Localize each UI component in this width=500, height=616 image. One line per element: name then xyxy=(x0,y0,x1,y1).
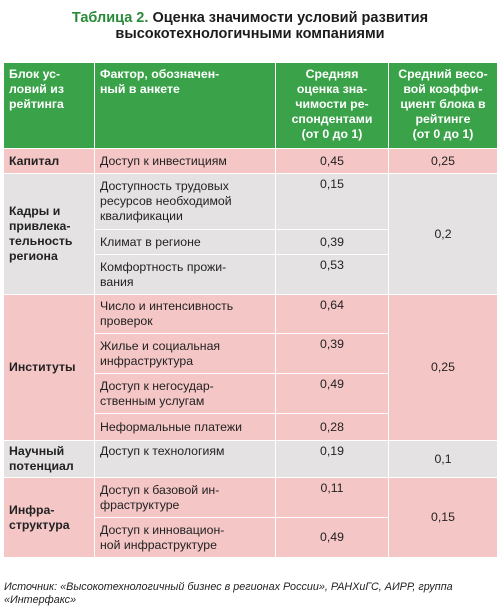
score-cell: 0,39 xyxy=(276,334,389,374)
header-weight: Средний весо- вой коэффи- циент блока в рейтинге (от 0 до 1) xyxy=(389,63,498,149)
factor-cell: Доступ к инновацион- ной инфраструктуре xyxy=(95,518,276,558)
score-cell: 0,19 xyxy=(276,441,389,478)
weight-cell: 0,1 xyxy=(389,441,498,478)
weight-cell: 0,15 xyxy=(389,478,498,558)
factor-cell: Неформальные платежи xyxy=(95,414,276,441)
source-note: Источник: «Высокотехнологичный бизнес в регионах России», РАНХиГС, АИРР, группа «Интерфакс» xyxy=(4,581,453,606)
score-cell: 0,11 xyxy=(276,478,389,518)
score-cell: 0,49 xyxy=(276,374,389,414)
weight-cell: 0,25 xyxy=(389,149,498,174)
weight-cell: 0,2 xyxy=(389,174,498,295)
header-score: Средняя оценка зна- чимости ре- спондентами (от 0 до 1) xyxy=(276,63,389,149)
header-factor: Фактор, обозначен- ный в анкете xyxy=(95,63,276,149)
factor-cell: Доступ к негосудар- ственным услугам xyxy=(95,374,276,414)
score-cell: 0,45 xyxy=(276,149,389,174)
score-cell: 0,53 xyxy=(276,255,389,295)
title-line-1 xyxy=(0,10,500,26)
factor-cell: Доступ к базовой ин- фраструктуре xyxy=(95,478,276,518)
score-cell: 0,15 xyxy=(276,174,389,230)
table-row xyxy=(4,478,498,518)
weight-cell: 0,25 xyxy=(389,295,498,441)
factor-cell: Число и интенсивность проверок xyxy=(95,295,276,334)
block-name: Научный потенциал xyxy=(4,441,95,478)
factor-cell: Жилье и социальная инфраструктура xyxy=(95,334,276,374)
header-row xyxy=(4,63,498,149)
factor-cell: Доступность трудовых ресурсов необходимой квалификации xyxy=(95,174,276,230)
table-title xyxy=(0,10,500,42)
score-cell: 0,28 xyxy=(276,414,389,441)
title-line-2: высокотехнологичными компаниями xyxy=(115,26,385,42)
factor-cell: Комфортность прожи- вания xyxy=(95,255,276,295)
title-prefix: Таблица 2. xyxy=(71,10,149,26)
score-cell: 0,39 xyxy=(276,230,389,255)
block-name: Институты xyxy=(4,295,95,441)
table-row xyxy=(4,295,498,334)
block-name: Капитал xyxy=(4,149,95,174)
block-name: Кадры и привлека- тельность региона xyxy=(4,174,95,295)
table-row xyxy=(4,174,498,230)
table-row xyxy=(4,441,498,478)
score-cell: 0,64 xyxy=(276,295,389,334)
factor-cell: Доступ к технологиям xyxy=(95,441,276,478)
score-cell: 0,49 xyxy=(276,518,389,558)
table-row xyxy=(4,149,498,174)
factor-cell: Доступ к инвестициям xyxy=(95,149,276,174)
block-name: Инфра- структура xyxy=(4,478,95,558)
title-line-1-rest: Оценка значимости условий развития xyxy=(152,10,429,26)
header-block: Блок ус- ловий из рейтинга xyxy=(4,63,95,149)
conditions-table xyxy=(3,62,498,558)
factor-cell: Климат в регионе xyxy=(95,230,276,255)
